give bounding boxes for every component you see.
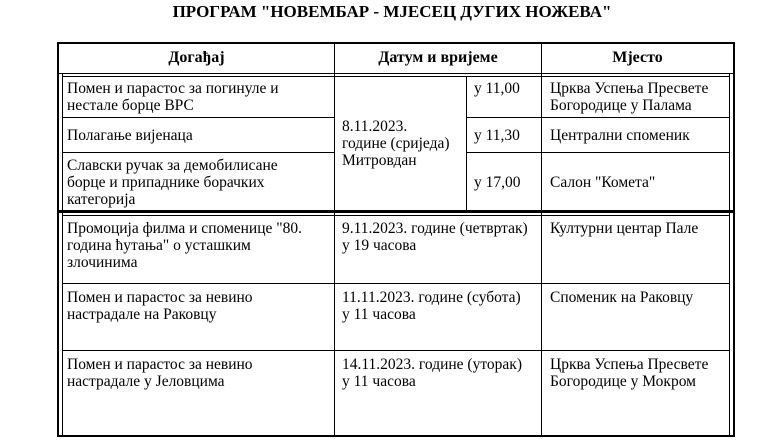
time-3: у 17,00 [474,174,521,191]
date-6-line-1: 14.11.2023. године (уторак) [342,356,522,373]
table-border-bottom [57,435,735,437]
place-4-line-1: Културни центар Пале [550,220,699,237]
place-5-line-1: Споменик на Раковцу [550,289,694,306]
row-separator-2a [62,152,334,153]
date-block1-line-3: Митровдан [342,152,417,169]
date-6-line-2: у 11 часова [342,373,416,390]
header-separator [57,73,735,74]
date-4-line-1: 9.11.2023. године (четвртак) [342,220,528,237]
date-4-line-2: у 19 часова [342,237,417,254]
event-1-line-1: Помен и парастос за погинуле и [67,80,279,97]
time-2: у 11,30 [474,127,520,144]
place-3-line-1: Салон "Комета" [550,174,656,191]
event-1-line-2: нестале борце ВРС [67,97,194,114]
row-separator-5 [62,350,730,351]
row-separator-1a [62,117,334,118]
place-2-line-1: Централни споменик [550,127,690,144]
event-4-line-3: злочинима [67,254,138,271]
header-event: Догађај [168,49,225,66]
block-separator-inner [62,215,730,216]
table-border-right [733,42,735,437]
header-place: Мјесто [612,49,663,66]
time-1: у 11,00 [474,80,520,97]
page-title: ПРОГРАМ "НОВЕМБАР - МЈЕСЕЦ ДУГИХ НОЖЕВА" [172,2,612,21]
event-2-line-1: Полагање вијенаца [67,127,193,144]
table-border-left [57,42,59,437]
date-5-line-1: 11.11.2023. године (субота) [342,289,521,306]
row-separator-4 [62,283,730,284]
event-3-line-3: категорија [67,191,136,208]
event-6-line-1: Помен и парастос за невино [67,356,253,373]
header-separator-inner [62,76,730,77]
row-separator-1b [466,117,729,118]
place-1-line-2: Богородице у Палама [550,97,692,114]
block-separator [57,210,735,213]
event-4-line-2: година ћутања" о усташким [67,237,251,254]
event-5-line-2: настрадале на Раковцу [67,306,217,323]
date-block1-line-2: године (сриједа) [342,135,450,152]
event-6-line-2: настрадале у Јеловцима [67,373,225,390]
place-6-line-1: Црква Успења Пресвете [550,356,709,373]
date-block1-line-1: 8.11.2023. [342,118,408,135]
event-3-line-1: Славски ручак за демобилисане [67,157,278,174]
row-separator-2b [466,152,729,153]
table-inner-right [729,74,730,435]
event-4-line-1: Промоција филма и споменице "80. [67,220,302,237]
place-6-line-2: Богородице у Мокром [550,373,696,390]
col-separator-1 [334,42,335,435]
place-1-line-1: Црква Успења Пресвете [550,80,709,97]
header-datetime: Датум и вријеме [378,49,498,66]
table-inner-left [62,74,63,435]
event-3-line-2: борце и припаднике борачких [67,174,265,191]
col-separator-2 [541,42,542,435]
event-5-line-1: Помен и парастос за невино [67,289,253,306]
date-5-line-2: у 11 часова [342,306,416,323]
time-col-separator [466,77,467,211]
table-border-top [57,42,735,44]
